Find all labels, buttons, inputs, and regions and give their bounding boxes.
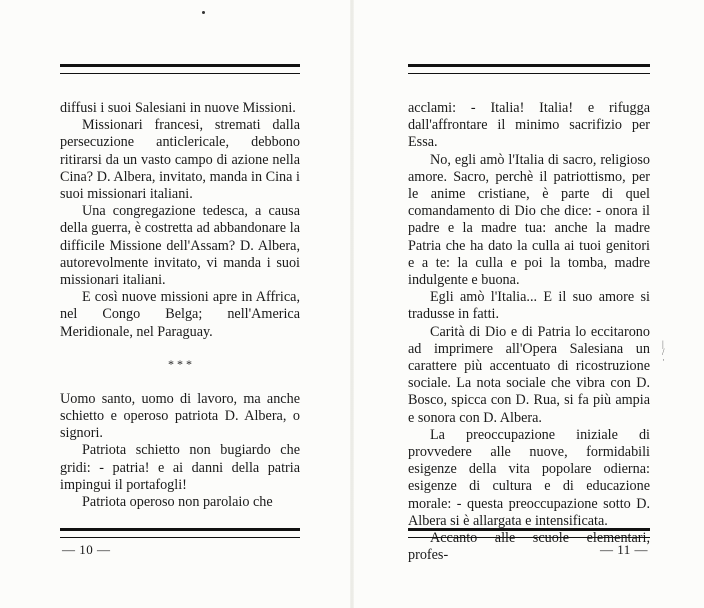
header-rule-bottom (60, 73, 300, 74)
right-body-text (408, 100, 650, 564)
paragraph: Carità di Dio e di Patria lo eccitarono ad imprimere all'Opera Salesiana un carattere più accentuato di ricostruzione sociale. La nota sociale che vibra con D. Bosco, spicca con D. Rua, si fa più ampia e sonora con D. Albera. (408, 323, 650, 426)
left-body-text (60, 100, 300, 511)
paragraph: No, egli amò l'Italia di sacro, religioso amore. Sacro, perchè il patriottismo, per le anime cristiane, è parte di quel comandamento di Dio che dice: - onora il padre e la madre tua: anche la madre Patria che ha dato la culla ai tuoi genitori e a te: la culla e poi la tomba, madre indulgente e buona. (408, 151, 650, 289)
footer-rule-top (60, 528, 300, 531)
paragraph: Uomo santo, uomo di lavoro, ma anche schietto e operoso patriota D. Albera, o signori. (60, 390, 300, 442)
footer-rule-bottom (60, 537, 300, 538)
paragraph: diffusi i suoi Salesiani in nuove Missioni. (60, 100, 296, 116)
footer-rule-bottom (408, 537, 650, 538)
page-number: — 11 — (600, 542, 649, 557)
paragraph: Una congregazione tedesca, a causa della guerra, è costretta ad abbandonare la difficile Missione dell'Assam? D. Albera, autorevolmente invitato, vi manda i suoi missionari italiani. (60, 203, 300, 289)
header-rule-top (60, 64, 300, 67)
right-page (352, 0, 704, 608)
margin-pencil-mark: | / · (662, 339, 665, 365)
print-speck (202, 11, 205, 14)
header-rule-top (408, 64, 650, 67)
paragraph: Egli amò l'Italia... E il suo amore si tradusse in fatti. (408, 289, 650, 323)
section-separator: * * * (168, 356, 192, 371)
page-number: — 10 — (62, 542, 111, 557)
header-rule-bottom (408, 73, 650, 74)
paragraph: Missionari francesi, stremati dalla persecuzione anticlericale, debbono ritirarsi da un vasto campo di azione nella Cina? D. Albera, invitato, manda in Cina i suoi missionari italiani. (60, 117, 300, 203)
paragraph: Patriota schietto non bugiardo che gridi: - patria! e ai danni della patria impingui il portafogli! (60, 442, 300, 493)
paragraph: Accanto alle scuole elementari, profes- (408, 530, 650, 564)
paragraph: Patriota operoso non parolaio che (82, 494, 273, 511)
paragraph: La preoccupazione iniziale di provvedere alle nuove, formidabili esigenze della vita popolare odierna: esigenze di cultura e di educazione morale: - questa preoccupazione sotto D. Albera si è allargata e intensificata. (408, 426, 650, 529)
paragraph: E così nuove missioni apre in Affrica, nel Congo Belga; nell'America Meridionale, nel Paraguay. (60, 289, 300, 340)
paragraph: acclami: - Italia! Italia! e rifugga dall'affrontare il minimo sacrifizio per Essa. (408, 100, 650, 151)
footer-rule-top (408, 528, 650, 531)
